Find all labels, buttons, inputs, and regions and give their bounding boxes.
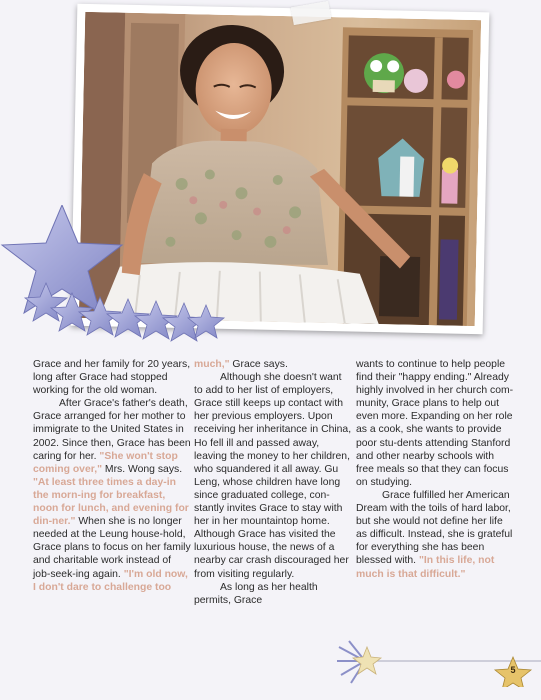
page-number: 5 [510, 665, 516, 675]
paragraph: Although she doesn't want to add to her list of employers, Grace still keeps up contact with her previous employers. Upon receiving her inheritance in China, Ho fell ill and passed away, leaving the money to her children, who squandered it all away. Gu Leng, whose children have long since graduated college, con-stantly invites Grace to stay with her in her mountaintop home. Although Grace has visited the luxurious house, the news of a nearby car crash discouraged her from visiting regularly. [194, 372, 352, 580]
paragraph: Grace fulfilled her American Dream with the toils of hard labor, but she would not define her life as difficult. Instead, she is grateful for everything she has been blessed with. "In this life, not much is that difficult." [356, 489, 513, 580]
pull-quote: "At least three times a day-in the morn-ing for breakfast, noon for lunch, and evening for din-ner." [33, 476, 189, 528]
paragraph: Grace and her family for 20 years, long after Grace had stopped working for the old woman. [33, 359, 191, 397]
article-column-3 [356, 358, 514, 581]
paragraph: wants to continue to help people find their "happy ending." Already highly involved in her church com-munity, Grace plans to help out even more. Expanding on her role as a cook, she wants to provide poor stu-dents attending Stanford and other nearby schools with free meals so that they can focus on studying. [356, 359, 514, 488]
paragraph: As long as her health permits, Grace [194, 581, 318, 606]
pull-quote: "I'm old now, I don't dare to challenge too [33, 568, 188, 593]
pull-quote: "In this life, not much is that difficult." [356, 555, 495, 580]
paragraph: After Grace's father's death, Grace arranged for her mother to immigrate to the United States in 2002. Since then, Grace has been caring for her. "She won't stop coming over," Mrs. Wong says. "At least three times a day-in the morn-ing for breakfast, noon for lunch, and evening for din-ner." When she is no longer needed at the Leung house-hold, Grace plans to focus on her family and charitable work instead of job-seek-ing again. "I'm old now, I don't dare to challenge too [33, 398, 191, 593]
article-column-2 [194, 358, 352, 607]
decorative-stars [0, 205, 230, 345]
burst-star-icon [337, 641, 381, 683]
pull-quote: "She won't stop coming over," [33, 450, 178, 475]
pull-quote: much," [194, 359, 230, 370]
bottom-decoration [335, 637, 541, 687]
article-column-1 [33, 358, 191, 594]
paragraph: much," Grace says. [194, 359, 288, 370]
big-star-icon [2, 205, 122, 313]
